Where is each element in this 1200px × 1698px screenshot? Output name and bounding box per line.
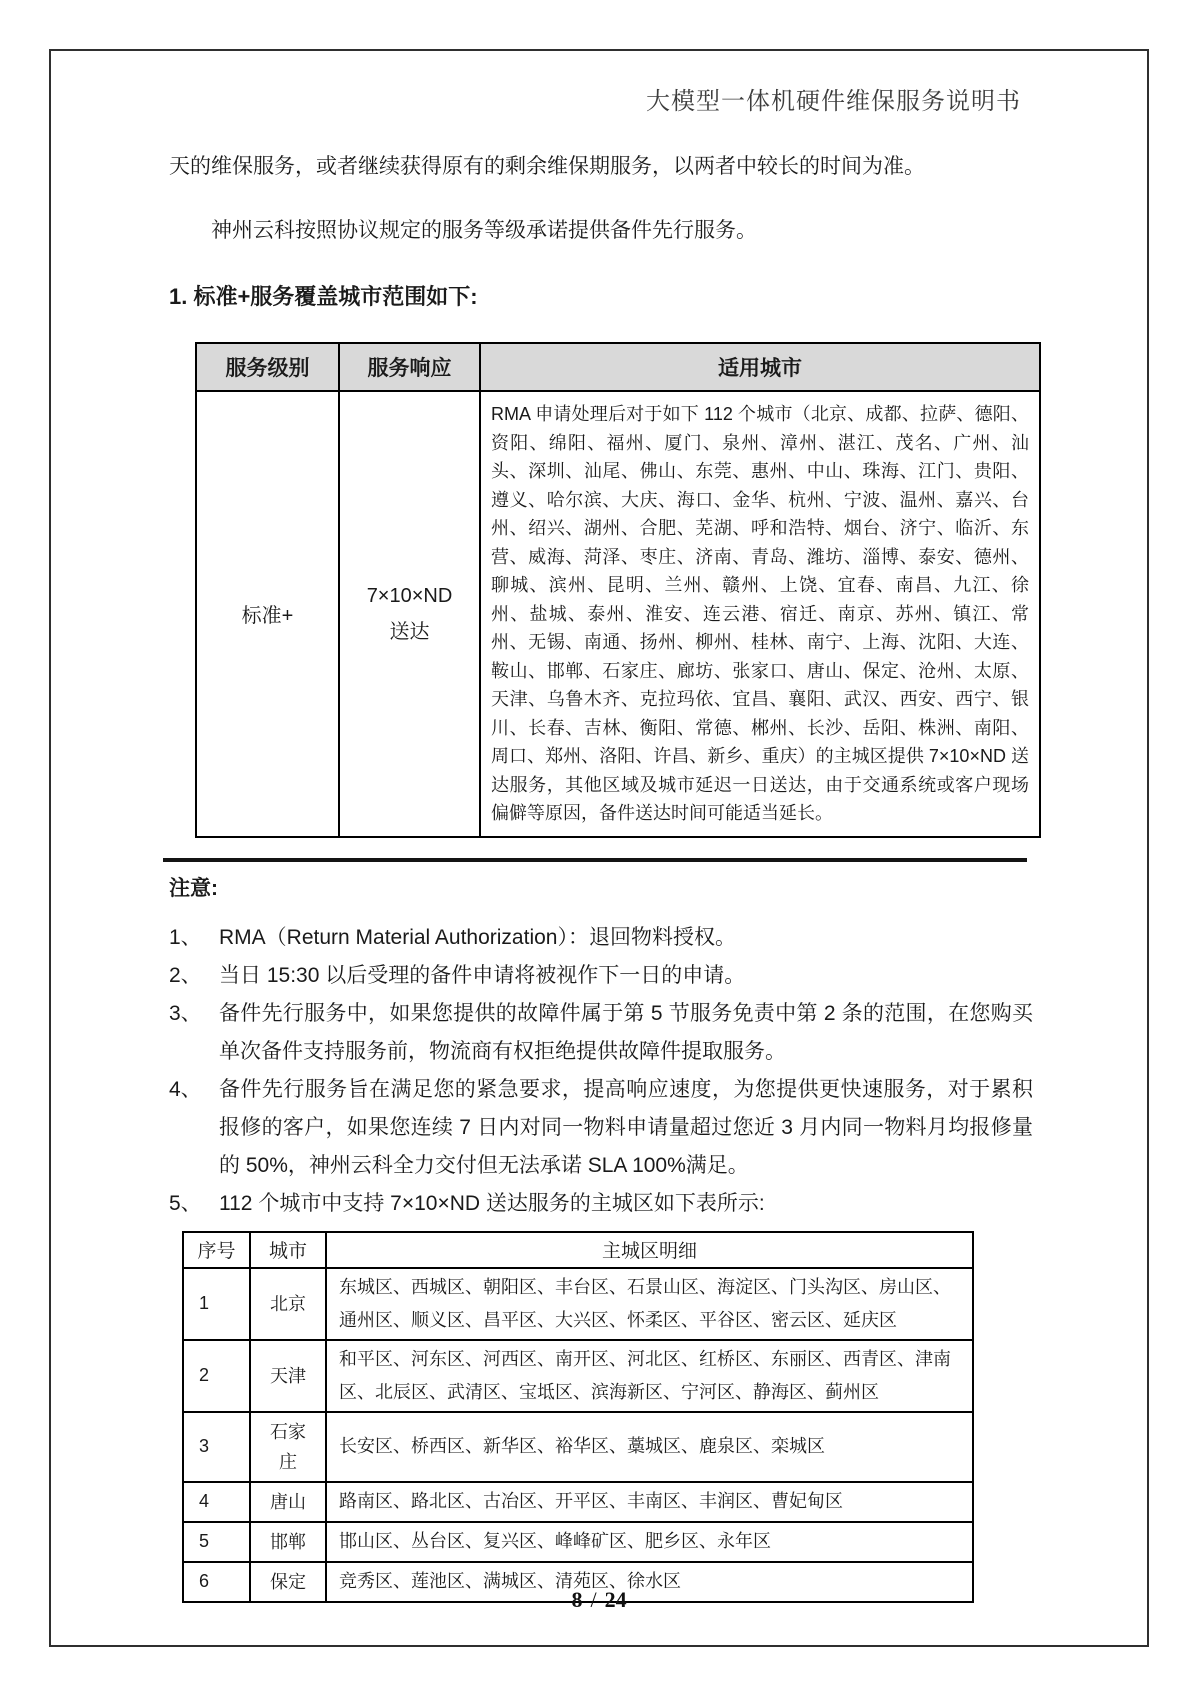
district-row-shijiazhuang <box>183 1412 973 1482</box>
column-header-index: 序号 <box>183 1232 250 1268</box>
note-text: RMA（Return Material Authorization）：退回物料授权。 <box>219 925 736 949</box>
district-row-tianjin <box>183 1340 973 1412</box>
note-item <box>169 919 1033 957</box>
coverage-table-row <box>196 391 1040 837</box>
page-content <box>51 152 1147 1603</box>
note-item <box>169 957 1033 995</box>
note-number: 2、 <box>169 963 202 987</box>
column-header-service-level: 服务级别 <box>196 343 339 391</box>
district-detail: 邯山区、丛台区、复兴区、峰峰矿区、肥乡区、永年区 <box>326 1522 973 1562</box>
note-text: 备件先行服务中，如果您提供的故障件属于第 5 节服务免责中第 2 条的范围，在您购买单次备件支持服务前，物流商有权拒绝提供故障件提取服务。 <box>219 1001 1033 1063</box>
page-number-separator: / <box>590 1587 597 1612</box>
note-item <box>169 995 1033 1071</box>
row-index: 3 <box>183 1412 250 1482</box>
applicable-cities-cell: RMA 申请处理后对于如下 112 个城市（北京、成都、拉萨、德阳、资阳、绵阳、福州、厦门、泉州、漳州、湛江、茂名、广州、汕头、深圳、汕尾、佛山、东莞、惠州、中山、珠海、江门、贵阳、遵义、哈尔滨、大庆、海口、金华、杭州、宁波、温州、嘉兴、台州、绍兴、湖州、合肥、芜湖、呼和浩特、烟台、济宁、临沂、东营、威海、菏泽、枣庄、济南、青岛、潍坊、淄博、泰安、德州、聊城、滨州、昆明、兰州、赣州、上饶、宜春、南昌、九江、徐州、盐城、泰州、淮安、连云港、宿迁、南京、苏州、镇江、常州、无锡、南通、扬州、柳州、桂林、南宁、上海、沈阳、大连、鞍山、邯郸、石家庄、廊坊、张家口、唐山、保定、沧州、太原、天津、乌鲁木齐、克拉玛依、宜昌、襄阳、武汉、西安、西宁、银川、长春、吉林、衡阳、常德、郴州、长沙、岳阳、株洲、南阳、周口、郑州、洛阳、许昌、新乡、重庆）的主城区提供 7×10×ND 送达服务，其他区域及城市延迟一日送达，由于交通系统或客户现场偏僻等原因，备件送达时间可能适当延长。 <box>480 391 1040 837</box>
row-index: 6 <box>183 1562 250 1602</box>
note-text: 备件先行服务旨在满足您的紧急要求，提高响应速度，为您提供更快速服务，对于累积报修的客户，如果您连续 7 日内对同一物料申请量超过您近 3 月内同一物料月均报修量的 50%，神州云科全力交付但无法承诺 SLA 100%满足。 <box>219 1077 1033 1177</box>
column-header-districts: 主城区明细 <box>326 1232 973 1268</box>
note-number: 5、 <box>169 1191 202 1215</box>
service-response-line2: 送达 <box>389 620 430 643</box>
city-name: 石家庄 <box>250 1412 326 1482</box>
city-name: 保定 <box>250 1562 326 1602</box>
note-item <box>169 1071 1033 1185</box>
district-detail: 东城区、西城区、朝阳区、丰台区、石景山区、海淀区、门头沟区、房山区、通州区、顺义区、昌平区、大兴区、怀柔区、平谷区、密云区、延庆区 <box>326 1268 973 1340</box>
note-text: 当日 15:30 以后受理的备件申请将被视作下一日的申请。 <box>219 963 746 987</box>
note-number: 4、 <box>169 1077 202 1101</box>
district-row-tangshan <box>183 1482 973 1522</box>
row-index: 5 <box>183 1522 250 1562</box>
column-header-city: 城市 <box>250 1232 326 1268</box>
district-detail: 路南区、路北区、古冶区、开平区、丰南区、丰润区、曹妃甸区 <box>326 1482 973 1522</box>
city-name: 唐山 <box>250 1482 326 1522</box>
district-detail: 和平区、河东区、河西区、南开区、河北区、红桥区、东丽区、西青区、津南区、北辰区、武清区、宝坻区、滨海新区、宁河区、静海区、蓟州区 <box>326 1340 973 1412</box>
district-table <box>182 1231 974 1603</box>
note-item <box>169 1185 1033 1223</box>
row-index: 4 <box>183 1482 250 1522</box>
district-row-handan <box>183 1522 973 1562</box>
row-index: 1 <box>183 1268 250 1340</box>
paragraph-commitment: 神州云科按照协议规定的服务等级承诺提供备件先行服务。 <box>211 219 757 242</box>
document-header-title: 大模型一体机硬件维保服务说明书 <box>646 89 1021 115</box>
city-name: 北京 <box>250 1268 326 1340</box>
district-detail: 竞秀区、莲池区、满城区、清苑区、徐水区 <box>326 1562 973 1602</box>
page-number-current: 8 <box>571 1587 583 1612</box>
note-number: 3、 <box>169 1001 202 1025</box>
page-border-frame <box>49 49 1149 1647</box>
city-name: 天津 <box>250 1340 326 1412</box>
district-row-beijing <box>183 1268 973 1340</box>
note-number: 1、 <box>169 925 202 949</box>
notes-list <box>169 919 1033 1223</box>
city-name: 邯郸 <box>250 1522 326 1562</box>
column-header-service-response: 服务响应 <box>339 343 480 391</box>
note-text: 112 个城市中支持 7×10×ND 送达服务的主城区如下表所示: <box>219 1191 765 1215</box>
district-table-header-row <box>183 1232 973 1268</box>
district-detail: 长安区、桥西区、新华区、裕华区、藁城区、鹿泉区、栾城区 <box>326 1412 973 1482</box>
page-footer <box>51 1587 1147 1613</box>
page-number-total: 24 <box>604 1587 627 1612</box>
section-heading: 1. 标准+服务覆盖城市范围如下: <box>169 284 478 309</box>
service-response-line1: 7×10×ND <box>366 584 453 607</box>
paragraph-continuation: 天的维保服务，或者继续获得原有的剩余维保期服务，以两者中较长的时间为准。 <box>169 155 925 178</box>
notes-title: 注意: <box>169 876 218 900</box>
section-divider-rule <box>163 858 1027 862</box>
coverage-table <box>195 342 1041 838</box>
coverage-table-header-row <box>196 343 1040 391</box>
row-index: 2 <box>183 1340 250 1412</box>
service-response-cell <box>339 391 480 837</box>
column-header-applicable-cities: 适用城市 <box>480 343 1040 391</box>
service-level-cell: 标准+ <box>196 391 339 837</box>
